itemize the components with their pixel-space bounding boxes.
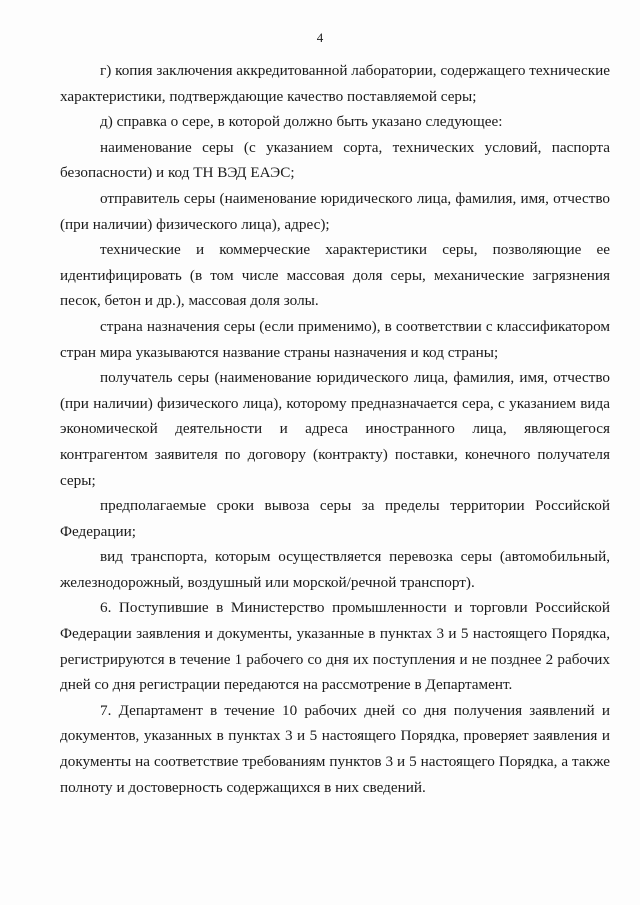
paragraph-section-6: 6. Поступившие в Министерство промышленности и торговли Российской Федерации заявления и документы, указанные в пунктах 3 и 5 настоящего Порядка, регистрируются в течение 1 рабочего со дня их поступления и не позднее 2 рабочих дней со дня регистрации передаются на рассмотрение в Департамент. <box>60 599 610 694</box>
paragraph-export-dates: предполагаемые сроки вывоза серы за пределы территории Российской Федерации; <box>60 497 610 540</box>
paragraph-section-7: 7. Департамент в течение 10 рабочих дней со дня получения заявлений и документов, указанных в пунктах 3 и 5 настоящего Порядка, проверяет заявления и документы на соответствие требованиям пунктов 3 и 5 настоящего Порядка, а также полноту и достоверность содержащихся в них сведений. <box>60 701 610 796</box>
page-number: 4 <box>316 30 324 45</box>
paragraph-transport-type: вид транспорта, которым осуществляется перевозка серы (автомобильный, железнодорожный, воздушный или морской/речной транспорт). <box>60 548 610 591</box>
paragraph-sender: отправитель серы (наименование юридического лица, фамилия, имя, отчество (при наличии) физического лица), адрес); <box>60 189 610 233</box>
paragraph-destination-country: страна назначения серы (если применимо), в соответствии с классификатором стран мира указываются название страны назначения и код страны; <box>60 317 610 361</box>
paragraph-g-lab-report: г) копия заключения аккредитованной лаборатории, содержащего технические характеристики, подтверждающие качество поставляемой серы; <box>60 62 610 105</box>
paragraph-recipient: получатель серы (наименование юридического лица, фамилия, имя, отчество (при наличии) физического лица), которому предназначается сера, с указанием вида экономической деятельности и адреса иностранного лица, являющегося контрагентом заявителя по договору (контракту) поставки, конечного получателя серы; <box>60 369 610 489</box>
paragraph-sulfur-name: наименование серы (с указанием сорта, технических условий, паспорта безопасности) и код ТН ВЭД ЕАЭС; <box>60 138 610 182</box>
paragraph-characteristics: технические и коммерческие характеристики серы, позволяющие ее идентифицировать (в том числе массовая доля серы, механические загрязнения песок, бетон и др.), массовая доля золы. <box>60 241 610 310</box>
paragraph-d-sulfur-certificate: д) справка о сере, в которой должно быть указано следующее: <box>100 113 503 131</box>
document-body <box>60 58 610 800</box>
